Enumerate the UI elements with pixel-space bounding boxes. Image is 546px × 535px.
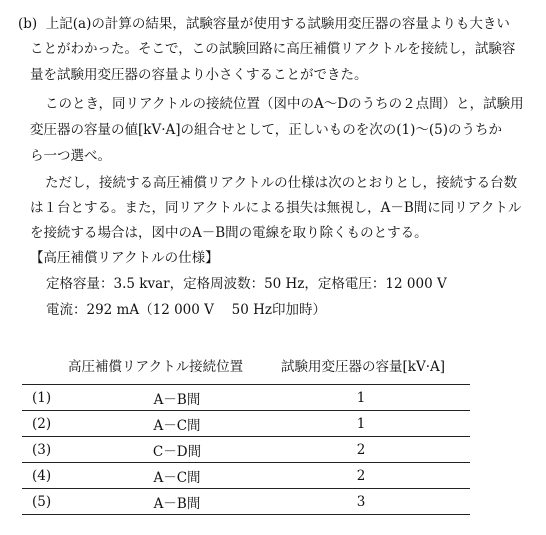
question-line-1: (b) 上記(a)の計算の結果，試験容量が使用する試験用変圧器の容量よりも大きい	[18, 16, 510, 32]
spec-heading: 【高圧補償リアクトルの仕様】	[30, 250, 219, 266]
option-position: C－D間	[102, 437, 252, 463]
option-number: (5)	[22, 489, 102, 515]
option-number: (4)	[22, 463, 102, 489]
option-position: A－C間	[102, 411, 252, 437]
question-line-6: ら一つ選べ。	[30, 148, 111, 164]
table-header-position: 高圧補償リアクトル接続位置	[68, 359, 244, 375]
option-number: (3)	[22, 437, 102, 463]
question-line-9: を接続する場合は，図中のA－B間の電線を取り除くものとする。	[30, 225, 428, 241]
question-line-3: 量を試験用変圧器の容量より小さくすることができた。	[30, 67, 368, 83]
question-line-4: このとき，同リアクトルの接続位置（図中のA～Dのうちの２点間）と，試験用	[45, 96, 524, 112]
answer-options-table	[22, 384, 470, 515]
option-position: A－B間	[102, 489, 252, 515]
option-capacity: 2	[252, 463, 470, 489]
question-line-2: ことがわかった。そこで，この試験回路に高圧補償リアクトルを接続し，試験容	[30, 41, 516, 57]
table-row	[22, 411, 470, 437]
table-row	[22, 385, 470, 411]
spec-line-rating: 定格容量：3.5 kvar，定格周波数：50 Hz，定格電圧：12 000 V	[46, 276, 447, 292]
question-line-7: ただし，接続する高圧補償リアクトルの仕様は次のとおりとし，接続する台数	[45, 175, 518, 191]
spec-line-current: 電流：292 mA（12 000 V 50 Hz印加時）	[46, 302, 327, 318]
option-capacity: 2	[252, 437, 470, 463]
table-row	[22, 463, 470, 489]
option-capacity: 3	[252, 489, 470, 515]
option-number: (1)	[22, 385, 102, 411]
question-line-8: は１台とする。また，同リアクトルによる損失は無視し，A－B間に同リアクトル	[30, 200, 522, 216]
option-position: A－B間	[102, 385, 252, 411]
option-capacity: 1	[252, 385, 470, 411]
table-header-capacity: 試験用変圧器の容量[kV·A]	[281, 359, 446, 375]
table-row	[22, 437, 470, 463]
option-position: A－C間	[102, 463, 252, 489]
table-row	[22, 489, 470, 515]
question-line-5: 変圧器の容量の値[kV·A]の組合せとして，正しいものを次の(1)～(5)のうちか	[30, 122, 502, 138]
option-number: (2)	[22, 411, 102, 437]
option-capacity: 1	[252, 411, 470, 437]
